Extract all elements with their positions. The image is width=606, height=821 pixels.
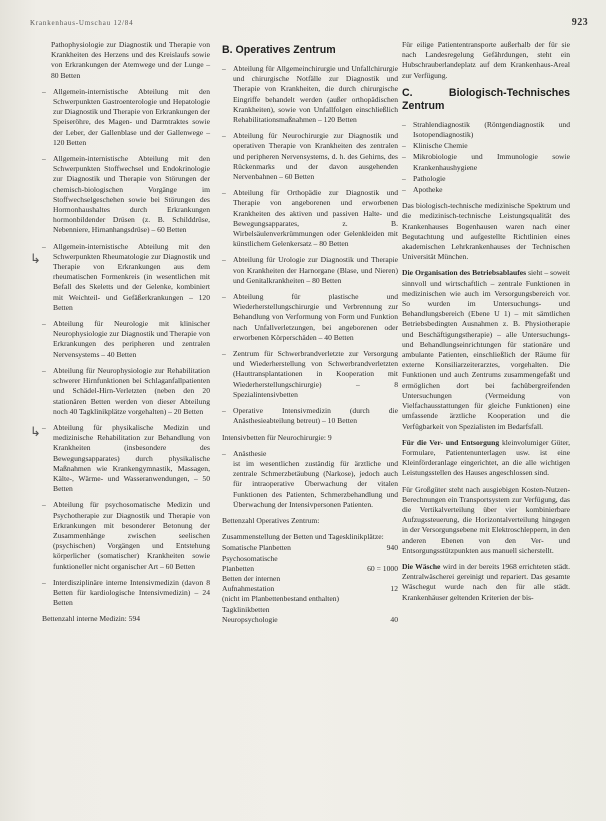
dash-icon: – <box>222 292 226 302</box>
list-item <box>402 185 570 195</box>
table-row <box>222 594 398 604</box>
list-item-text: Abteilung für Neurologie mit klinischer Neurophysiologie zur Diagnostik und Therapie von Erkrankungen des peripheren und zentralen Nervensystems – 40 Betten <box>53 319 210 359</box>
section-heading-biotech: C. Biologisch-Technisches Zentrum <box>402 86 570 112</box>
row-label: Tagklinikbetten <box>222 604 270 614</box>
paragraph-text: kleinvolumiger Güter, Formulare, Patientenunterlagen usw. ist eine Kleinförderanlage eingerichtet, an die alle wichtigen Leistungsstellen des Hauses angeschlossen sind. <box>402 437 571 478</box>
margin-arrow-mark: ↳ <box>30 424 41 439</box>
list-item <box>42 366 210 417</box>
col3-paragraph-3 <box>402 438 570 479</box>
col3-paragraph-5 <box>402 562 570 603</box>
list-item-text: Klinische Chemie <box>413 141 468 151</box>
list-item <box>402 120 570 140</box>
list-item <box>42 500 210 571</box>
list-item-text: Allgemein-internistische Abteilung mit den Schwerpunkten Rheumatologie zur Diagnostik und Therapie von Erkrankungen aus dem rheumatischen Formenkreis (in wesentlichen mit Befall des Skeletts und der Gelenke, kombiniert mit Weichteil- und Gefäßerkrankungen – 120 Betten <box>53 241 210 312</box>
dash-icon: – <box>42 241 46 251</box>
dash-icon: – <box>402 152 406 162</box>
list-item <box>42 242 210 313</box>
table-row <box>222 574 398 584</box>
list-item-text: Abteilung für plastische und Wiederherstellungschirurgie und Verbrennung zur Behandlung von Verformung von Form und Funktion nach Unfallverletzungen, bei angeborenen oder erworbenen Körperschäden – 40 Betten <box>233 292 398 342</box>
list-item-text: Abteilung für Orthopädie zur Diagnostik und Therapie von angeborenen und erworbenen Krankheiten des aktiven und passiven Halte- und Bewegungsapparates, z. B. Wirbelsäulenverkrümmungen oder Gelenkleiden mit künstlichem Gelenkersatz – 80 Betten <box>233 188 398 249</box>
row-label: Neuropsychologie <box>222 614 278 624</box>
neurosurgery-intensive-beds: Intensivbetten für Neurochirurgie: 9 <box>222 432 332 442</box>
dash-icon: – <box>42 422 46 432</box>
list-item-text: Abteilung für Neurochirurgie zur Diagnostik und operativen Therapie von Krankheiten des zentralen und peripheren Nervensystems, d. h. des Gehirns, des Rückenmarks und der davon ausgehenden Nervenbahnen – 60 Betten <box>233 131 398 182</box>
list-item <box>42 423 210 494</box>
table-row <box>222 605 398 615</box>
section-heading-operative: B. Operatives Zentrum <box>222 44 336 56</box>
col3-paragraph-4: Für Großgüter steht nach ausgiebigen Kosten-Nutzen-Berechnungen ein Transportsystem zur Verfügung, das die Vertikalverteilung über vier kombinierbare Aufzugssteuerung, die Horizontalverteilung hingegen in der Versorgungsebene mit Elektroschleppern, in den anderen Ebenen von den Ver- und Entsorgungsstützpunkten aus manuell sicherstellt. <box>402 484 570 555</box>
list-item-text: Abteilung für psychosomatische Medizin und Psychotherapie zur Diagnostik und Therapie von Erkrankungen mit besonderer Betonung der Zusammenhänge zwischen seelischen (psychischen) Vorgängen und Entstehung körperlicher (somatischer) Krankheiten sowie funktioneller nicht organischer Art – 60 Betten <box>53 500 210 571</box>
list-item <box>402 152 570 172</box>
row-value: 940 <box>386 543 398 553</box>
table-row <box>222 584 398 594</box>
dash-icon: – <box>42 86 46 96</box>
list-item-text: Zentrum für Schwerbrandverletzte zur Versorgung und Wiederherstellung von Schwerbrandverletzten (Hauttransplantationen in Kooperation mit Wiederherstellungschirurgie) – 8 Spezialintensivbetten <box>233 349 398 399</box>
list-item-text: Pathologie <box>413 173 446 183</box>
page-number: 923 <box>571 17 588 28</box>
list-item <box>222 64 398 125</box>
list-item <box>42 154 210 236</box>
paragraph-text: wird in der bereits 1968 errichteten städt. Zentralwäscherei gereinigt und repariert. Das gesamte Wäschegut wurde nach den für alle städt. Krankenhäuser geltenden Kriterien der bis- <box>402 561 570 602</box>
dash-icon: – <box>402 185 406 195</box>
anaesthesia-label: Anästhesie <box>233 448 267 458</box>
col1-footer-total: Bettenzahl interne Medizin: 594 <box>42 614 141 624</box>
list-item-text: Operative Intensivmedizin (durch die Anästhesieabteilung betreut) – 10 Betten <box>233 406 398 426</box>
list-item <box>222 255 398 286</box>
table-row <box>222 564 398 574</box>
list-item-text: Abteilung für Allgemeinchirurgie und Unfallchirurgie und chirurgische Notfälle zur Diagnostik und Therapie von Krankheiten, die durch chirurgische Eingriffe behandelt werden (außer orthopädischen Krankheiten), sowie von Unfallfolgen einschließlich Rehabilitationsmaßnahmen – 120 Betten <box>233 64 398 125</box>
beds-summary-title: Zusammenstellung der Betten und Tagesklinikplätze: <box>222 532 384 542</box>
paragraph-lead: Die Organisation des Betriebsablaufes <box>402 268 527 278</box>
dash-icon: – <box>42 154 46 164</box>
dash-icon: – <box>222 131 226 141</box>
paragraph-lead: Für die Ver- und Entsorgung <box>402 437 500 447</box>
column-left <box>42 40 210 631</box>
beds-table <box>222 543 398 625</box>
list-item-text: Strahlendiagnostik (Röntgendiagnostik und Isotopendiagnostik) <box>413 119 570 140</box>
dash-icon: – <box>42 500 46 510</box>
dash-icon: – <box>42 577 46 587</box>
dash-icon: – <box>402 173 406 183</box>
operative-total: Bettenzahl Operatives Zentrum: <box>222 515 320 525</box>
list-item-text: Mikrobiologie und Immunologie sowie Krankenhaushygiene <box>413 152 570 172</box>
dash-icon: – <box>222 188 226 198</box>
list-item <box>222 349 398 400</box>
col3-intro: Für eilige Patiententransporte außerhalb der für sie nach Landesregelung Gefährdungen, steht ein Hubschrauberlandeplatz auf dem Krankenhaus-Areal zur Verfügung. <box>402 40 570 80</box>
dash-icon: – <box>222 255 226 265</box>
page-header <box>30 17 588 29</box>
dash-icon: – <box>42 365 46 375</box>
table-row <box>222 543 398 553</box>
paragraph-lead: Die Wäsche <box>402 561 441 571</box>
paragraph-text: sieht – soweit sinnvoll und wirtschaftlich – zentrale Funktionen in medizinischen wie auch im Versorgungsbereich vor. So wurden im Untersuchungs- und Behandlungsbereich (Ebene U 1) – mit sämtlichen Betriebsbedingten Ausnahmen z. B. Physiotherapie und Beschäftigungstherapie) – alle Untersuchungs- und Behandlungseinrichtungen für stationäre und ambulante Patienten, einschließlich der Räume für externe Konsiliarzeiterarztes, vorgehalten. Die Funktionen und auch Zentrums zusammengefaßt und ermöglichen dort bei fachübergreifenden Untersuchungen (Vermeidung von Vielfachausstattungen für gleiche Funktionen) eine umfassende ärztliche Kooperation und die Verfügbarkeit von Spezialisten im Bedarfsfall. <box>402 268 570 431</box>
row-label: Planbetten <box>222 563 255 573</box>
dash-icon: – <box>222 349 226 359</box>
list-item <box>42 87 210 148</box>
list-item <box>402 174 570 184</box>
table-row <box>222 615 398 625</box>
list-item-text: Interdisziplinäre interne Intensivmedizin (davon 8 Betten für kardiologische Intensivmedizin) – 24 Betten <box>53 577 210 608</box>
list-item <box>42 319 210 360</box>
row-value: 12 <box>390 584 398 594</box>
dash-icon: – <box>222 448 226 458</box>
list-item <box>222 131 398 182</box>
row-value: 60 = 1000 <box>367 563 398 573</box>
row-label: Somatische Planbetten <box>222 543 291 553</box>
list-item <box>222 292 398 343</box>
table-row <box>222 554 398 564</box>
col1-intro: Pathophysiologie zur Diagnostik und Therapie von Krankheiten des Herzens und des Kreislaufs sowie von Erkrankungen der Atemwege und der Lunge – 80 Betten <box>51 40 210 80</box>
list-item-text: Allgemein-internistische Abteilung mit den Schwerpunkten Stoffwechsel und Endokrinologie zur Diagnostik und Therapie von Störungen der chemisch-biologischen Vorgänge im Stoffwechselgeschehen sowie bei Störungen des Hormonhaushaltes durch Erkrankungen hormonbildender Drüsen (z. B. Schilddrüse, Nebenniere, Hirnanhangsdrüse) – 60 Betten <box>53 154 210 235</box>
list-item <box>222 188 398 249</box>
list-item-text: Allgemein-internistische Abteilung mit den Schwerpunkten Gastroenterologie und Hepatologie zur Diagnostik und Therapie von Erkrankungen der Speiseröhre, des Magen- und Darmtraktes sowie der Leber, der Gallenblase und der Gallenwege – 120 Betten <box>53 86 210 147</box>
row-value: 40 <box>390 614 398 624</box>
dash-icon: – <box>222 64 226 73</box>
dash-icon: – <box>42 319 46 329</box>
dash-icon: – <box>222 406 226 416</box>
dash-icon: – <box>402 119 406 129</box>
list-item <box>402 141 570 151</box>
anaesthesia-text: ist im wesentlichen zuständig für ärztliche und zentrale Schmerzbetäubung (Narkose), jedoch auch für intraoperative Überwachung der vitalen Funktionen des Patienten, Schmerzbehandlung und Überwachung der Intensivpersonen Patienten. <box>233 458 398 509</box>
list-item-text: Abteilung für Urologie zur Diagnostik und Therapie von Krankheiten der Harnorgane (Blase, und Nieren) und Genitalkrankheiten – 80 Betten <box>233 255 398 285</box>
list-item-text: Abteilung für Neurophysiologie zur Rehabilitation schwerer Hirnfunktionen bei Schlaganfallpatienten und Schädel-Hirn-Verletzten (neben den 20 stationären Betten werden von dieser Abteilung noch 40 Tagklinikplätze vorgehalten) – 20 Betten <box>53 365 210 416</box>
journal-name: Krankenhaus-Umschau 12/84 <box>30 19 134 27</box>
col3-paragraph-2 <box>402 268 570 431</box>
margin-arrow-mark: ↳ <box>30 251 41 266</box>
list-item-text: Apotheke <box>413 185 443 195</box>
list-item <box>222 406 398 426</box>
column-middle <box>222 40 398 625</box>
list-item-text: Abteilung für physikalische Medizin und medizinische Rehabilitation zur Behandlung von Krankheiten (insbesondere des Bewegungsapparates) durch physikalische Maßnahmen wie Krankengymnastik, Massagen, Kälte-, Wärme- und Wasseranwendungen, – 50 Betten <box>53 422 210 494</box>
row-label: Betten der internen <box>222 573 281 583</box>
col3-paragraph-1: Das biologisch-technische medizinische Spektrum und die medizinisch-technische Leistungsqualität des Krankenhauses Bogenhausen waren nach einer Begutachtung und aufgestellte Richtlinien eines akademischen Lehrkrankenhauses der Technischen Universität München. <box>402 201 570 262</box>
row-label: Psychosomatische <box>222 553 278 563</box>
list-item <box>42 578 210 609</box>
dash-icon: – <box>402 141 406 151</box>
column-right <box>402 40 570 609</box>
row-label: Aufnahmestation <box>222 584 275 594</box>
row-label: (nicht im Planbettenbestand enthalten) <box>222 594 340 604</box>
list-item-anaesthesia <box>222 449 398 510</box>
